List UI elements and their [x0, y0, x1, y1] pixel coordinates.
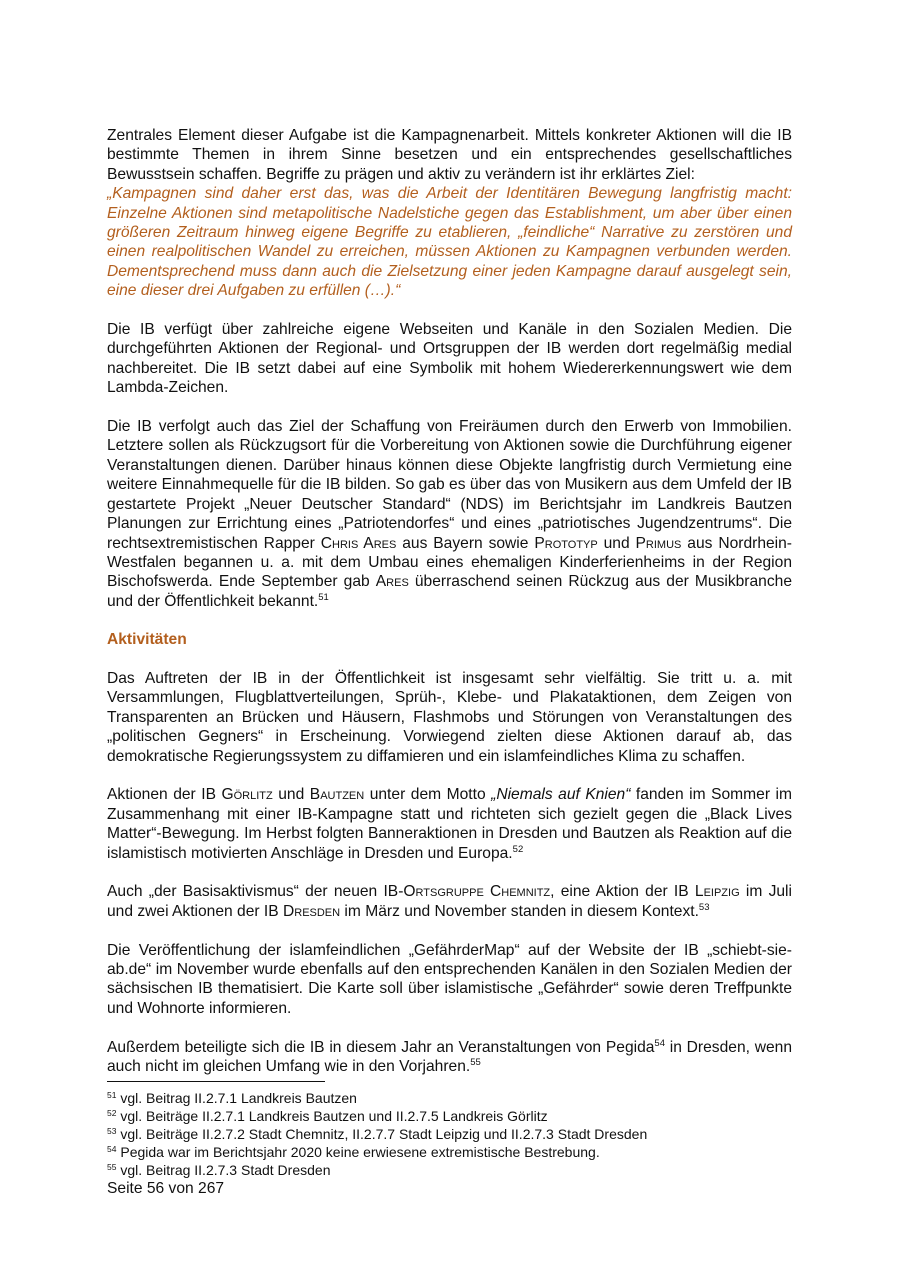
paragraph-gefaehrdermap: Die Veröffentlichung der islamfeindlichen „GefährderMap“ auf der Website der IB „schiebt-sie-ab.de“ im November wurde ebenfalls auf den entsprechenden Kanälen in den Sozialen Medien der sächsischen IB thematisiert. Die Karte soll über islamistische „Gefährder“ sowie deren Treffpunkte und Wohnorte informieren.	[107, 941, 792, 1017]
name-primus: Primus	[635, 534, 682, 552]
footnote-ref-53: 53	[698, 901, 710, 913]
text-span: im März und November standen in diesem Kontext.	[340, 902, 699, 920]
footnote-ref-52: 52	[512, 843, 524, 855]
text-span: Außerdem beteiligte sich die IB in diesem Jahr an Veranstaltungen von Pegida	[107, 1038, 655, 1056]
footnotes	[107, 1089, 807, 1179]
text-span: Die IB verfolgt auch das Ziel der Schaffung von Freiräumen durch den Erwerb von Immobilien. Letztere sollen als Rückzugsort für die Vorbereitung von Aktionen sowie die Durchführung eigener Veranstaltungen dienen. Darüber hinaus können diese Objekte langfristig durch Vermietung eine weitere Einnahmequelle für die IB bilden. So gab es über das von Musikern aus dem Umfeld der IB gestartete Projekt „Neuer Deutscher Standard“ (NDS) im Berichtsjahr im Landkreis Bautzen Planungen zur Errichtung eines „Patriotendorfes“ und eines „patriotisches Jugendzentrums“. Die rechtsextremistischen Rapper	[107, 418, 792, 552]
footnote-text: Pegida war im Berichtsjahr 2020 keine erwiesene extremistische Bestrebung.	[116, 1144, 600, 1160]
footnote-number: 52	[107, 1108, 117, 1118]
footnote-item	[107, 1161, 807, 1179]
name-prototyp: Prototyp	[534, 534, 598, 552]
campaign-quote: „Kampagnen sind daher erst das, was die Arbeit der Identitären Bewegung langfristig macht: Einzelne Aktionen sind metapolitische Nadelstiche gegen das Establishment, um aber über einen größeren Zeitraum hinweg eigene Begriffe zu etablieren, „feindliche“ Narrative zu zerstören und einen realpolitischen Wandel zu erreichen, müssen Aktionen zu Kampagnen verbunden werden. Dementsprechend muss dann auch die Zielsetzung einer jeden Kampagne darauf ausgelegt sein, eine dieser drei Aufgaben zu erfüllen (…).“	[107, 185, 792, 300]
footnote-text: vgl. Beitrag II.2.7.3 Stadt Dresden	[116, 1162, 331, 1178]
footnote-text: vgl. Beiträge II.2.7.1 Landkreis Bautzen und II.2.7.5 Landkreis Görlitz	[116, 1108, 548, 1124]
paragraph-pegida	[107, 1038, 792, 1077]
footnote-ref-54: 54	[654, 1037, 665, 1049]
text-span: überraschend seinen Rückzug aus der Musikbranche und der Öffentlichkeit bekannt.	[107, 573, 792, 610]
text-span: und	[272, 786, 310, 804]
footnote-item	[107, 1125, 807, 1143]
footnote-number: 55	[107, 1162, 117, 1172]
intro-paragraph: Zentrales Element dieser Aufgabe ist die Kampagnenarbeit. Mittels konkreter Aktionen will die IB bestimmte Themen in ihrem Sinne besetzen und ein entsprechendes gesellschaftliches Bewusstsein schaffen. Begriffe zu prägen und aktiv zu verändern ist ihr erklärtes Ziel:	[107, 127, 792, 183]
footnote-separator	[107, 1081, 325, 1082]
motto-text: „Niemals auf Knien“	[491, 786, 631, 804]
footnote-text: vgl. Beitrag II.2.7.1 Landkreis Bautzen	[116, 1090, 357, 1106]
name-ortsgruppe-chemnitz: Ortsgruppe Chemnitz	[403, 883, 551, 901]
footnote-ref-51: 51	[318, 591, 329, 603]
name-chris-ares: Chris Ares	[320, 534, 397, 552]
name-bautzen: Bautzen	[309, 786, 365, 804]
name-dresden: Dresden	[282, 902, 341, 920]
text-span: im Juli und zwei Aktionen der IB	[107, 883, 792, 920]
document-body	[107, 126, 792, 1076]
footnote-number: 51	[107, 1090, 117, 1100]
footnote-item	[107, 1143, 807, 1161]
footnote-number: 53	[107, 1126, 117, 1136]
footnote-number: 54	[107, 1144, 117, 1154]
text-span: Auch „der Basisaktivismus“ der neuen IB-	[107, 883, 404, 901]
text-span: Aktionen der IB	[107, 786, 222, 804]
page-number: Seite 56 von 267	[107, 1180, 225, 1197]
text-span: in Dresden, wenn auch nicht im gleichen Umfang wie in den Vorjahren.	[107, 1038, 792, 1075]
footnote-ref-55: 55	[470, 1056, 481, 1068]
paragraph-basisaktivismus	[107, 882, 792, 921]
text-span: , eine Aktion der IB	[550, 883, 695, 901]
text-span: unter dem Motto	[364, 786, 492, 804]
text-span: aus Nordrhein-Westfalen begannen u. a. mit dem Umbau eines ehemaligen Kinderferienheims in der Region Bischofswerda. Ende September gab	[107, 534, 792, 591]
footnote-text: vgl. Beiträge II.2.7.2 Stadt Chemnitz, II.2.7.7 Stadt Leipzig und II.2.7.3 Stadt Dresden	[116, 1126, 648, 1142]
footnote-item	[107, 1107, 807, 1125]
paragraph-campaign-actions	[107, 785, 792, 863]
footnote-item	[107, 1089, 807, 1107]
section-heading-activities: Aktivitäten	[107, 631, 187, 649]
paragraph-public-appearance: Das Auftreten der IB in der Öffentlichkeit ist insgesamt sehr vielfältig. Sie tritt u. a. mit Versammlungen, Flugblattverteilungen, Sprüh-, Klebe- und Plakataktionen, dem Zeigen von Transparenten an Brücken und Häusern, Flashmobs und Störungen von Veranstaltungen des „politischen Gegners“ in Erscheinung. Vorwiegend zielten diese Aktionen darauf ab, das demokratische Regierungssystem zu diffamieren und ein islamfeindliches Klima zu schaffen.	[107, 669, 792, 765]
text-span: und	[597, 534, 636, 552]
paragraph-media: Die IB verfügt über zahlreiche eigene Webseiten und Kanäle in den Sozialen Medien. Die durchgeführten Aktionen der Regional- und Ortsgruppen der IB werden dort regelmäßig medial nachbereitet. Die IB setzt dabei auf eine Symbolik mit hohem Wiedererkennungswert wie dem Lambda-Zeichen.	[107, 321, 792, 397]
paragraph-real-estate	[107, 417, 792, 611]
text-span: fanden im Sommer im Zusammenhang mit einer IB-Kampagne statt und richteten sich gezielt gegen die „Black Lives Matter“-Bewegung. Im Herbst folgten Banneraktionen in Dresden und Bautzen als Reaktion auf die islamistisch motivierten Anschläge in Dresden und Europa.	[107, 786, 792, 862]
name-goerlitz: Görlitz	[221, 786, 273, 804]
name-ares: Ares	[375, 573, 409, 591]
name-leipzig: Leipzig	[694, 883, 740, 901]
text-span: aus Bayern sowie	[396, 534, 535, 552]
